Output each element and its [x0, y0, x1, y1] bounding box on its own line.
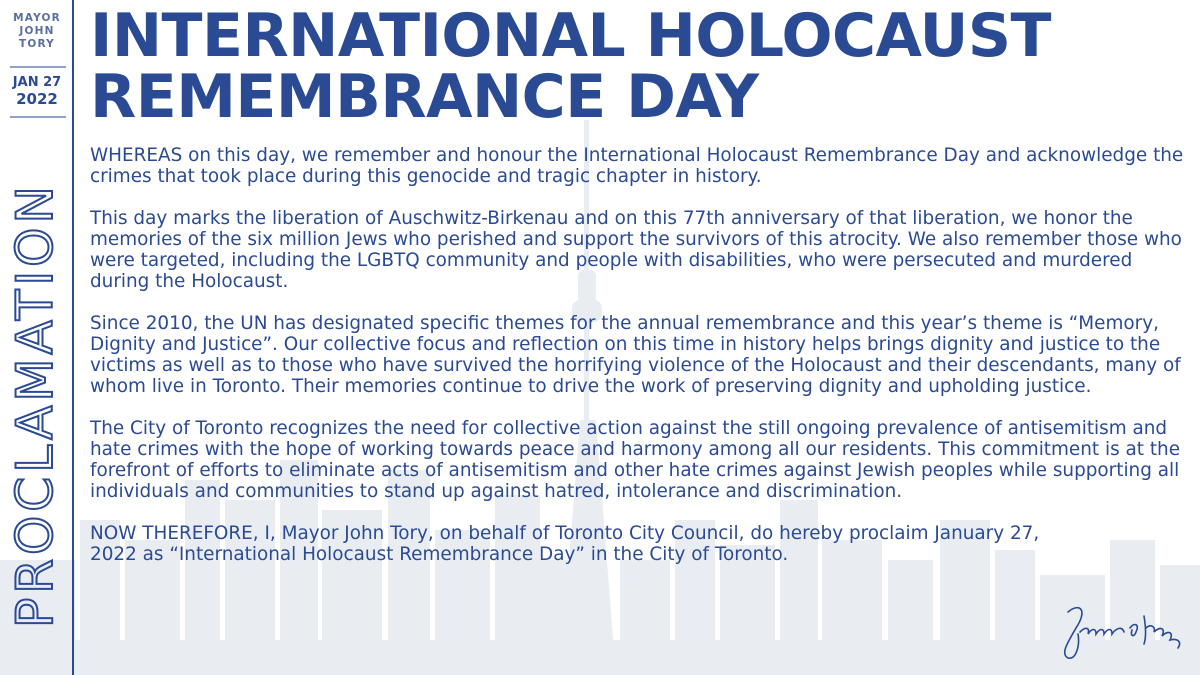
proclamation-label: PROCLAMATION	[6, 182, 64, 628]
paragraph-whereas: WHEREAS on this day, we remember and honour the International Holocaust Remembrance Day and acknowledge the crimes that took place during this genocide and tragic chapter in history.	[90, 145, 1184, 187]
date-month-day: JAN 27	[12, 75, 62, 90]
sidebar-divider-top	[10, 66, 66, 68]
date-label	[2, 75, 72, 107]
sidebar	[0, 0, 80, 675]
paragraph-liberation: This day marks the liberation of Auschwitz-Birkenau and on this 77th anniversary of that liberation, we honor the memories of the six million Jews who perished and support the survivors of this atrocity. We also remember those who were targeted, including the LGBTQ community and people with disabilities, who were persecuted and murdered during the Holocaust.	[90, 208, 1182, 292]
paragraph-city-commitment: The City of Toronto recognizes the need for collective action against the still ongoing prevalence of antisemitism and hate crimes with the hope of working towards peace and harmony among all our residents. This commitment is at the forefront of efforts to eliminate acts of antisemitism and other hate crimes against Jewish peoples while supporting all individuals and communities to stand up against hatred, intolerance and discrimination.	[90, 418, 1181, 502]
mayor-line-2: JOHN	[19, 25, 55, 37]
paragraph-un-theme: Since 2010, the UN has designated specific themes for the annual remembrance and this year’s theme is “Memory, Dignity and Justice”. Our collective focus and reflection on this time in history helps brings dignity and justice to the victims as well as to those who have survived the horrifying violence of the Holocaust and their descendants, many of whom live in Toronto. Their memories continue to drive the work of preserving dignity and upholding justice.	[90, 313, 1181, 397]
mayor-line-3: TORY	[18, 38, 55, 50]
title-line-2: REMEMBRANCE DAY	[90, 62, 759, 132]
signature-icon	[1050, 598, 1190, 663]
mayor-name-label	[2, 12, 72, 51]
sidebar-divider-bottom	[10, 116, 66, 118]
date-year: 2022	[16, 90, 58, 108]
page-title	[90, 1, 1051, 132]
proclamation-label-container	[0, 140, 70, 670]
title-line-1: INTERNATIONAL HOLOCAUST	[90, 1, 1051, 71]
paragraph-proclaim: NOW THEREFORE, I, Mayor John Tory, on behalf of Toronto City Council, do hereby proclaim January 27, 2022 as “International Holocaust Remembrance Day” in the City of Toronto.	[90, 523, 1040, 565]
proclamation-body	[90, 145, 1185, 586]
mayor-line-1: MAYOR	[13, 12, 61, 24]
